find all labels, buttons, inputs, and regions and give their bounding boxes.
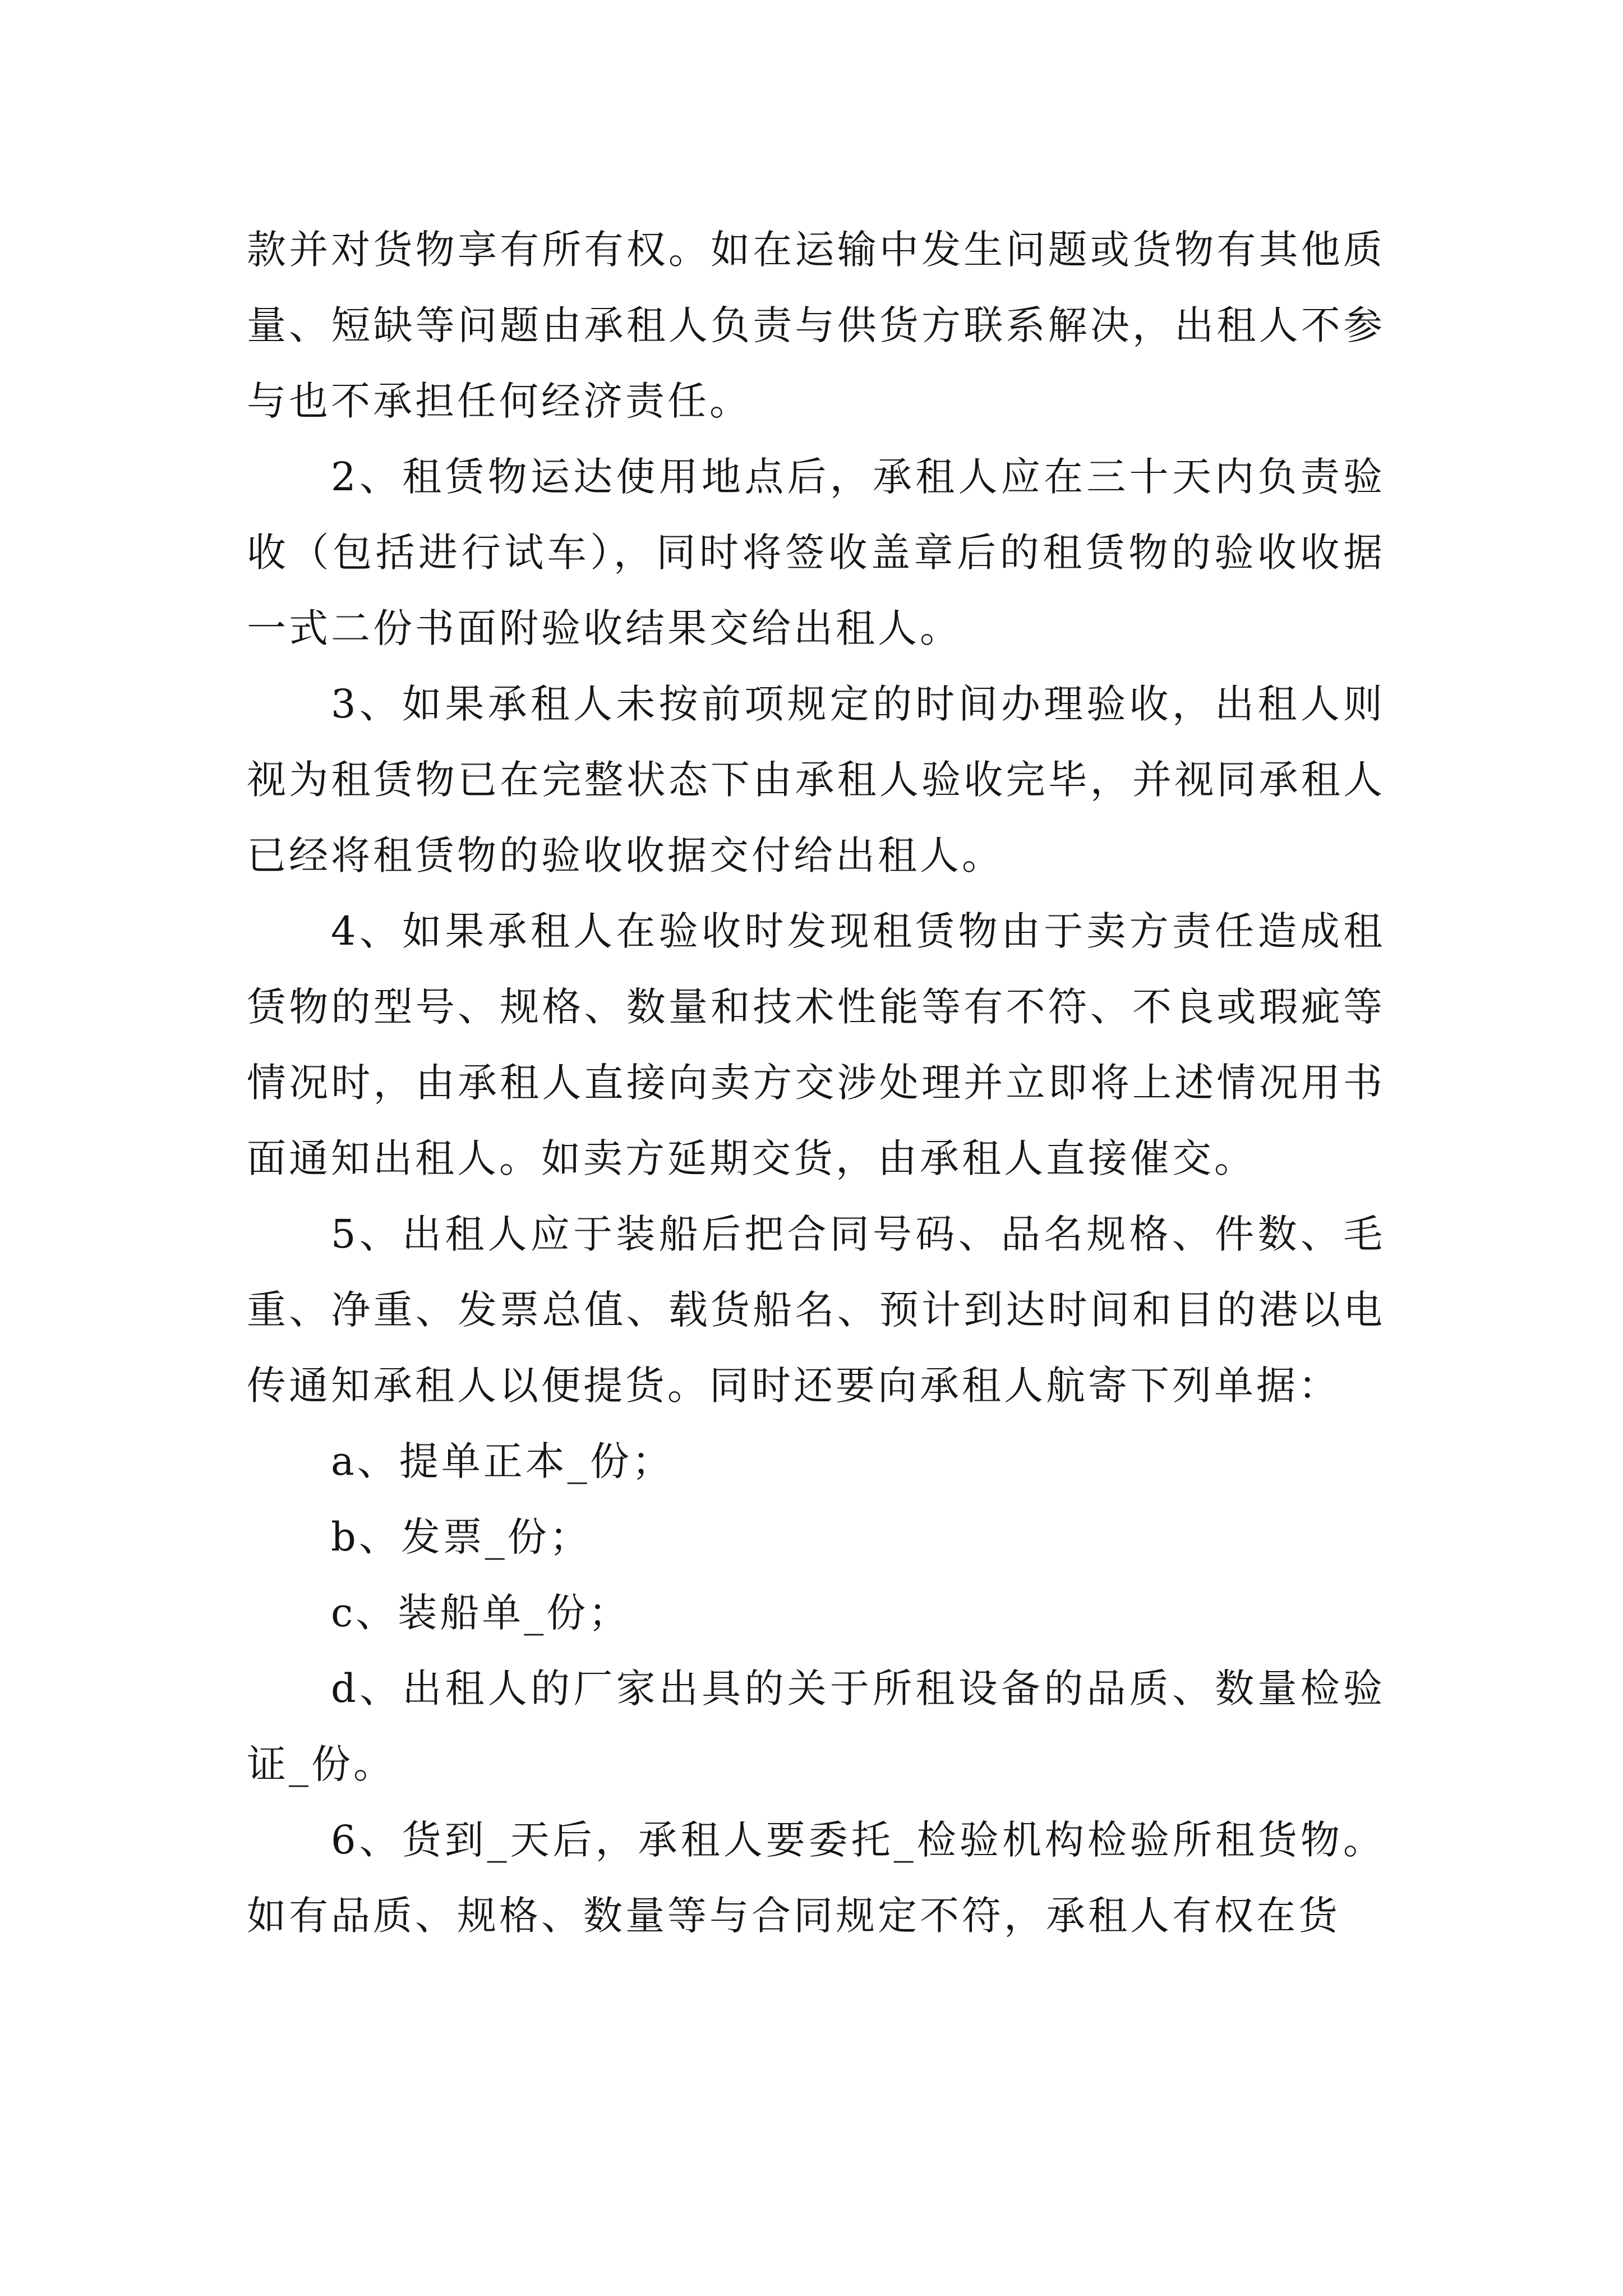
list-item-c: c、装船单_份； [331,1590,631,1636]
paragraph-item-4: 4、如果承租人在验收时发现租赁物由于卖方责任造成租赁物的型号、规格、数量和技术性能等有不符、不良或瑕疵等情况时，由承租人直接向卖方交涉处理并立即将上述情况用书面通知出租人。如卖方延期交货，由承租人直接催交。 [247,908,1385,1181]
list-item-d: d、出租人的厂家出具的关于所租设备的品质、数量检验证_份。 [247,1665,1385,1787]
list-item-b: b、发票_份； [331,1514,592,1560]
paragraph-item-2: 2、租赁物运达使用地点后，承租人应在三十天内负责验收（包括进行试车），同时将签收盖章后的租赁物的验收收据一式二份书面附验收结果交给出租人。 [247,454,1385,651]
paragraph-continuation: 款并对货物享有所有权。如在运输中发生问题或货物有其他质量、短缺等问题由承租人负责与供货方联系解决，出租人不参与也不承担任何经济责任。 [247,227,1385,424]
list-item-a: a、提单正本_份； [331,1438,674,1484]
paragraph-item-6: 6、货到_天后，承租人要委托_检验机构检验所租货物。如有品质、规格、数量等与合同规定不符，承租人有权在货 [247,1817,1385,1939]
paragraph-item-3: 3、如果承租人未按前项规定的时间办理验收，出租人则视为租赁物已在完整状态下由承租人验收完毕，并视同承租人已经将租赁物的验收收据交付给出租人。 [247,681,1385,878]
document-body [247,212,1385,1954]
paragraph-item-5: 5、出租人应于装船后把合同号码、品名规格、件数、毛重、净重、发票总值、载货船名、预计到达时间和目的港以电传通知承租人以便提货。同时还要向承租人航寄下列单据： [247,1211,1385,1409]
